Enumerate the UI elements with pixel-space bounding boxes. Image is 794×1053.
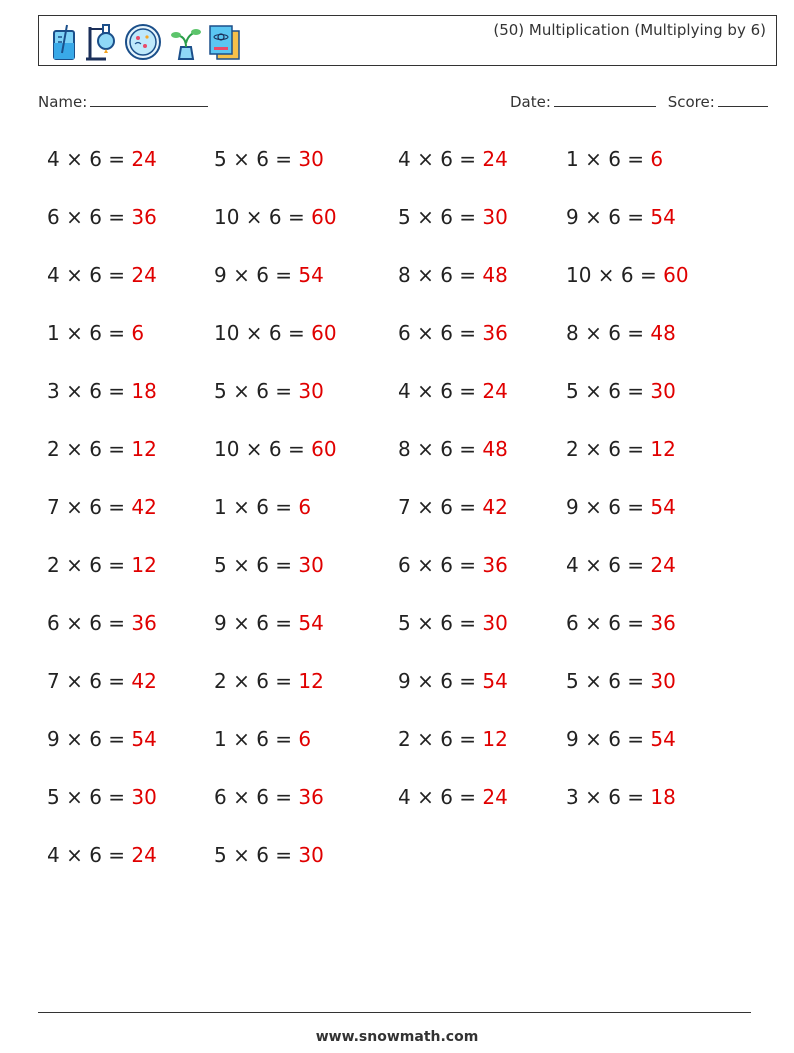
lab-stand-icon xyxy=(84,23,118,61)
problem-question: 10 × 6 = xyxy=(214,437,305,461)
problem-item xyxy=(398,611,508,635)
problem-item xyxy=(214,843,324,867)
problem-answer: 30 xyxy=(298,147,324,171)
problem-answer: 60 xyxy=(311,321,337,345)
problem-item xyxy=(566,669,676,693)
problem-answer: 30 xyxy=(650,669,676,693)
problem-question: 5 × 6 = xyxy=(214,147,293,171)
problem-question: 1 × 6 = xyxy=(566,147,645,171)
problem-answer: 30 xyxy=(298,843,324,867)
problem-answer: 30 xyxy=(131,785,157,809)
problem-item xyxy=(214,611,324,635)
problem-item xyxy=(566,611,676,635)
problem-question: 9 × 6 = xyxy=(398,669,477,693)
problem-question: 9 × 6 = xyxy=(566,205,645,229)
problem-item xyxy=(214,669,324,693)
date-blank-line[interactable] xyxy=(554,94,656,107)
problem-item xyxy=(214,495,311,519)
problem-answer: 60 xyxy=(663,263,689,287)
problem-item xyxy=(566,263,689,287)
problem-answer: 60 xyxy=(311,205,337,229)
problem-answer: 24 xyxy=(482,147,508,171)
problem-question: 2 × 6 = xyxy=(47,553,126,577)
problem-question: 3 × 6 = xyxy=(47,379,126,403)
beaker-icon xyxy=(49,23,79,61)
problem-question: 2 × 6 = xyxy=(214,669,293,693)
problem-question: 4 × 6 = xyxy=(398,379,477,403)
problem-item xyxy=(398,263,508,287)
problem-item xyxy=(214,437,337,461)
problem-item xyxy=(566,437,676,461)
problem-item xyxy=(214,321,337,345)
problem-answer: 30 xyxy=(650,379,676,403)
problem-answer: 6 xyxy=(298,495,312,519)
problem-answer: 30 xyxy=(482,205,508,229)
problem-item xyxy=(398,785,508,809)
problem-question: 1 × 6 = xyxy=(214,727,293,751)
science-book-icon xyxy=(207,23,243,61)
name-label: Name: xyxy=(38,93,88,111)
problem-item xyxy=(47,785,157,809)
problem-answer: 42 xyxy=(482,495,508,519)
problem-answer: 36 xyxy=(298,785,324,809)
problem-item xyxy=(47,263,157,287)
problem-item xyxy=(566,205,676,229)
problem-answer: 30 xyxy=(482,611,508,635)
problem-item xyxy=(566,553,676,577)
problem-question: 4 × 6 = xyxy=(398,147,477,171)
problem-question: 5 × 6 = xyxy=(398,205,477,229)
problem-question: 9 × 6 = xyxy=(214,611,293,635)
problem-answer: 12 xyxy=(298,669,324,693)
problem-answer: 36 xyxy=(131,205,157,229)
problem-answer: 54 xyxy=(131,727,157,751)
problem-item xyxy=(47,553,157,577)
problem-question: 10 × 6 = xyxy=(214,321,305,345)
problem-item xyxy=(214,205,337,229)
problem-question: 6 × 6 = xyxy=(566,611,645,635)
problem-question: 4 × 6 = xyxy=(47,263,126,287)
problem-answer: 54 xyxy=(298,263,324,287)
problem-item xyxy=(398,669,508,693)
problem-question: 5 × 6 = xyxy=(214,843,293,867)
problem-question: 1 × 6 = xyxy=(47,321,126,345)
problem-item xyxy=(47,321,144,345)
problem-answer: 12 xyxy=(131,553,157,577)
problem-answer: 30 xyxy=(298,379,324,403)
problem-question: 3 × 6 = xyxy=(566,785,645,809)
problem-item xyxy=(398,437,508,461)
footer-divider xyxy=(38,1012,751,1013)
problem-answer: 6 xyxy=(298,727,312,751)
problem-question: 6 × 6 = xyxy=(47,611,126,635)
problem-item xyxy=(398,495,508,519)
problem-question: 5 × 6 = xyxy=(214,379,293,403)
problem-question: 8 × 6 = xyxy=(566,321,645,345)
problem-answer: 12 xyxy=(482,727,508,751)
problem-item xyxy=(566,321,676,345)
problem-item xyxy=(566,495,676,519)
problem-item xyxy=(47,495,157,519)
problem-question: 5 × 6 = xyxy=(214,553,293,577)
problem-item xyxy=(214,727,311,751)
problem-answer: 12 xyxy=(650,437,676,461)
problem-item xyxy=(566,379,676,403)
problem-item xyxy=(214,379,324,403)
problem-answer: 18 xyxy=(131,379,157,403)
problem-question: 8 × 6 = xyxy=(398,263,477,287)
problem-question: 6 × 6 = xyxy=(47,205,126,229)
problem-question: 9 × 6 = xyxy=(566,727,645,751)
problem-question: 8 × 6 = xyxy=(398,437,477,461)
problem-answer: 24 xyxy=(650,553,676,577)
petri-dish-icon xyxy=(123,23,163,61)
date-score-fields xyxy=(510,93,768,111)
problem-answer: 36 xyxy=(650,611,676,635)
problem-question: 6 × 6 = xyxy=(398,553,477,577)
problem-answer: 48 xyxy=(482,263,508,287)
problem-item xyxy=(214,553,324,577)
problem-question: 5 × 6 = xyxy=(47,785,126,809)
problem-question: 5 × 6 = xyxy=(566,669,645,693)
problem-question: 5 × 6 = xyxy=(398,611,477,635)
problem-question: 10 × 6 = xyxy=(566,263,657,287)
problem-question: 9 × 6 = xyxy=(47,727,126,751)
problem-item xyxy=(214,263,324,287)
problem-question: 9 × 6 = xyxy=(214,263,293,287)
problem-item xyxy=(47,669,157,693)
problem-question: 2 × 6 = xyxy=(398,727,477,751)
problem-question: 7 × 6 = xyxy=(47,495,126,519)
problem-answer: 36 xyxy=(131,611,157,635)
problem-item xyxy=(47,205,157,229)
problem-answer: 24 xyxy=(131,147,157,171)
header-icons xyxy=(49,22,243,62)
problem-answer: 54 xyxy=(482,669,508,693)
problem-item xyxy=(566,727,676,751)
problem-item xyxy=(47,843,157,867)
problem-answer: 30 xyxy=(298,553,324,577)
problem-item xyxy=(566,785,676,809)
footer-url: www.snowmath.com xyxy=(315,1029,479,1045)
problem-item xyxy=(398,553,508,577)
problem-answer: 54 xyxy=(650,205,676,229)
problem-item xyxy=(214,147,324,171)
name-field xyxy=(38,93,208,111)
problem-answer: 24 xyxy=(131,263,157,287)
date-label: Date: xyxy=(510,93,551,111)
problem-item xyxy=(47,379,157,403)
problem-answer: 36 xyxy=(482,553,508,577)
problem-answer: 48 xyxy=(482,437,508,461)
problem-answer: 6 xyxy=(650,147,664,171)
seedling-flask-icon xyxy=(168,23,202,61)
problem-answer: 6 xyxy=(131,321,145,345)
problem-answer: 42 xyxy=(131,669,157,693)
problem-question: 7 × 6 = xyxy=(398,495,477,519)
problem-question: 5 × 6 = xyxy=(566,379,645,403)
problem-answer: 18 xyxy=(650,785,676,809)
problem-item xyxy=(398,321,508,345)
problem-answer: 48 xyxy=(650,321,676,345)
problem-answer: 24 xyxy=(131,843,157,867)
score-label: Score: xyxy=(667,93,715,111)
score-blank-line[interactable] xyxy=(718,94,768,107)
problem-answer: 60 xyxy=(311,437,337,461)
problem-question: 10 × 6 = xyxy=(214,205,305,229)
problem-answer: 54 xyxy=(650,495,676,519)
problem-question: 6 × 6 = xyxy=(398,321,477,345)
problem-question: 2 × 6 = xyxy=(566,437,645,461)
problem-item xyxy=(398,205,508,229)
problem-question: 1 × 6 = xyxy=(214,495,293,519)
problem-question: 2 × 6 = xyxy=(47,437,126,461)
problem-question: 4 × 6 = xyxy=(566,553,645,577)
name-blank-line[interactable] xyxy=(90,94,208,107)
problem-answer: 24 xyxy=(482,379,508,403)
problem-question: 4 × 6 = xyxy=(47,147,126,171)
problem-question: 9 × 6 = xyxy=(566,495,645,519)
problem-item xyxy=(47,147,157,171)
problem-item xyxy=(47,437,157,461)
problem-item xyxy=(214,785,324,809)
problem-item xyxy=(47,727,157,751)
problem-question: 4 × 6 = xyxy=(47,843,126,867)
problem-item xyxy=(398,379,508,403)
problem-item xyxy=(398,147,508,171)
problem-answer: 36 xyxy=(482,321,508,345)
problem-answer: 12 xyxy=(131,437,157,461)
problem-item xyxy=(398,727,508,751)
problem-answer: 42 xyxy=(131,495,157,519)
problem-answer: 54 xyxy=(650,727,676,751)
problem-answer: 24 xyxy=(482,785,508,809)
problem-question: 6 × 6 = xyxy=(214,785,293,809)
problem-item xyxy=(47,611,157,635)
problem-question: 7 × 6 = xyxy=(47,669,126,693)
problem-item xyxy=(566,147,663,171)
worksheet-header xyxy=(38,15,777,66)
problem-question: 4 × 6 = xyxy=(398,785,477,809)
worksheet-title: (50) Multiplication (Multiplying by 6) xyxy=(493,21,766,39)
problem-answer: 54 xyxy=(298,611,324,635)
